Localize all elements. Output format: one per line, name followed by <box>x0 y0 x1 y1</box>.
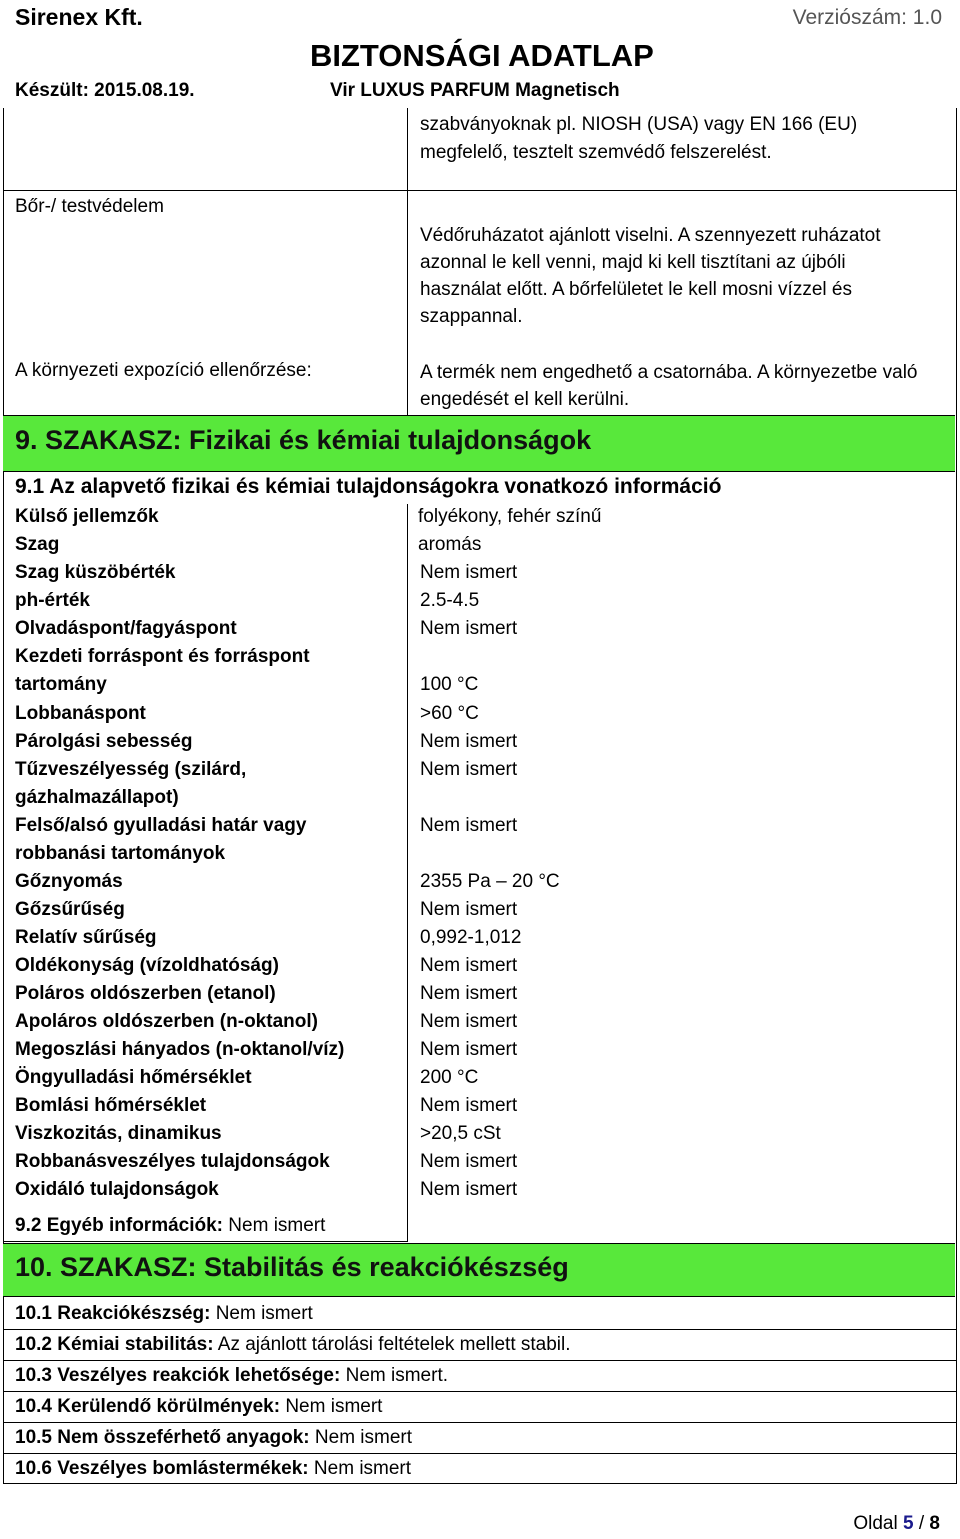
property-value: Nem ismert <box>420 1095 518 1116</box>
reactivity-item-value: Nem ismert <box>215 1303 313 1324</box>
property-label: Apoláros oldószerben (n-oktanol) <box>15 1011 318 1032</box>
property-value: aromás <box>418 534 482 555</box>
property-value: 100 °C <box>420 674 479 695</box>
reactivity-item-value: Nem ismert. <box>345 1365 449 1386</box>
property-label: Gőzsűrűség <box>15 899 125 920</box>
page-label: Oldal <box>853 1513 898 1534</box>
property-label: Felső/alsó gyulladási határ vagy <box>15 815 307 836</box>
skin-protection-text: Védőruházatot ajánlott viselni. A szennyezett ruházatot azonnal le kell venni, majd ki kell tisztítani az újbóli használat előtt. A bőrfelületet le kell mosni vízzel és szappannal. <box>420 225 881 327</box>
reactivity-item <box>15 1454 411 1484</box>
divider <box>407 504 408 1241</box>
property-value: 0,992-1,012 <box>420 927 522 948</box>
property-value: Nem ismert <box>420 1179 518 1200</box>
property-label-continued: gázhalmazállapot) <box>15 787 179 808</box>
property-label: Párolgási sebesség <box>15 731 193 752</box>
page-current: 5 <box>903 1513 914 1534</box>
property-label: Relatív sűrűség <box>15 927 157 948</box>
reactivity-item-label: 10.1 Reakciókészség: <box>15 1303 211 1324</box>
property-label: Szag küszöbérték <box>15 562 176 583</box>
reactivity-item <box>15 1423 412 1453</box>
reactivity-item-value: Az ajánlott tárolási feltételek mellett stabil. <box>217 1334 571 1355</box>
property-label: Lobbanáspont <box>15 703 146 724</box>
property-value: Nem ismert <box>420 983 518 1004</box>
section-10-title: 10. SZAKASZ: Stabilitás és reakciókészség <box>15 1252 569 1282</box>
property-label: Külső jellemzők <box>15 506 159 527</box>
page-number <box>853 1513 940 1535</box>
property-value: 200 °C <box>420 1067 479 1088</box>
property-label: Kezdeti forráspont és forráspont <box>15 646 310 667</box>
property-label: Szag <box>15 534 60 555</box>
other-info-label: 9.2 Egyéb információk: <box>15 1215 224 1236</box>
reactivity-item-value: Nem ismert <box>285 1396 383 1417</box>
property-label: Robbanásveszélyes tulajdonságok <box>15 1151 330 1172</box>
property-value: Nem ismert <box>420 731 518 752</box>
property-value: 2355 Pa – 20 °C <box>420 871 560 892</box>
property-label: Viszkozitás, dinamikus <box>15 1123 222 1144</box>
property-value: folyékony, fehér színű <box>418 506 602 527</box>
reactivity-item <box>15 1361 448 1391</box>
property-label: Gőznyomás <box>15 871 123 892</box>
divider <box>3 190 956 191</box>
property-value: Nem ismert <box>420 1011 518 1032</box>
property-label: Megoszlási hányados (n-oktanol/víz) <box>15 1039 345 1060</box>
reactivity-item <box>15 1299 313 1329</box>
document-header <box>0 0 960 108</box>
property-value: >20,5 cSt <box>420 1123 501 1144</box>
reactivity-item-label: 10.4 Kerülendő körülmények: <box>15 1396 281 1417</box>
property-label: ph-érték <box>15 590 90 611</box>
reactivity-item <box>15 1392 382 1422</box>
other-info-value: Nem ismert <box>228 1215 326 1236</box>
env-exposure-text: A termék nem engedhető a csatornába. A környezetbe való engedését el kell kerülni. <box>420 362 918 410</box>
reactivity-item-label: 10.5 Nem összeférhető anyagok: <box>15 1427 310 1448</box>
property-value: Nem ismert <box>420 815 518 836</box>
property-label: Poláros oldószerben (etanol) <box>15 983 276 1004</box>
reactivity-item <box>15 1330 571 1360</box>
reactivity-item-label: 10.3 Veszélyes reakciók lehetősége: <box>15 1365 341 1386</box>
divider <box>3 1241 408 1242</box>
property-label: Oldékonyság (vízoldhatóság) <box>15 955 279 976</box>
property-label: Bomlási hőmérséklet <box>15 1095 207 1116</box>
reactivity-item-value: Nem ismert <box>313 1458 412 1479</box>
property-value: Nem ismert <box>420 899 518 920</box>
property-value: Nem ismert <box>420 955 518 976</box>
reactivity-item-value: Nem ismert <box>314 1427 413 1448</box>
created-date: Készült: 2015.08.19. <box>15 80 195 101</box>
property-value: Nem ismert <box>420 759 518 780</box>
env-exposure-label: A környezeti expozíció ellenőrzése: <box>15 360 312 381</box>
eye-protection-text-line1: szabványoknak pl. NIOSH (USA) vagy EN 166 (EU) <box>420 114 858 135</box>
property-label-continued: tartomány <box>15 674 107 695</box>
product-name: Vir LUXUS PARFUM Magnetisch <box>330 80 620 101</box>
other-info <box>15 1212 325 1240</box>
property-label: Olvadáspont/fagyáspont <box>15 618 237 639</box>
property-value: >60 °C <box>420 703 479 724</box>
eye-protection-text-line2: megfelelő, tesztelt szemvédő felszerelést. <box>420 142 772 163</box>
page-total: 8 <box>929 1513 940 1534</box>
document-title: BIZTONSÁGI ADATLAP <box>310 38 654 73</box>
reactivity-item-label: 10.6 Veszélyes bomlástermékek: <box>15 1458 309 1479</box>
property-label: Oxidáló tulajdonságok <box>15 1179 219 1200</box>
property-value: Nem ismert <box>420 618 518 639</box>
property-label-continued: robbanási tartományok <box>15 843 226 864</box>
company-name: Sirenex Kft. <box>15 4 143 30</box>
section-9-title: 9. SZAKASZ: Fizikai és kémiai tulajdonságok <box>15 425 592 455</box>
property-value: 2.5-4.5 <box>420 590 480 611</box>
property-label: Öngyulladási hőmérséklet <box>15 1067 252 1088</box>
property-label: Tűzveszélyesség (szilárd, <box>15 759 247 780</box>
divider <box>407 108 408 416</box>
property-value: Nem ismert <box>420 1039 518 1060</box>
skin-protection-label: Bőr-/ testvédelem <box>15 196 164 217</box>
property-value: Nem ismert <box>420 1151 518 1172</box>
section-9-1-title: 9.1 Az alapvető fizikai és kémiai tulajdonságokra vonatkozó információ <box>15 475 722 498</box>
reactivity-item-label: 10.2 Kémiai stabilitás: <box>15 1334 214 1355</box>
property-value: Nem ismert <box>420 562 518 583</box>
version-number: Verziószám: 1.0 <box>792 6 942 29</box>
page-separator: / <box>918 1513 925 1534</box>
